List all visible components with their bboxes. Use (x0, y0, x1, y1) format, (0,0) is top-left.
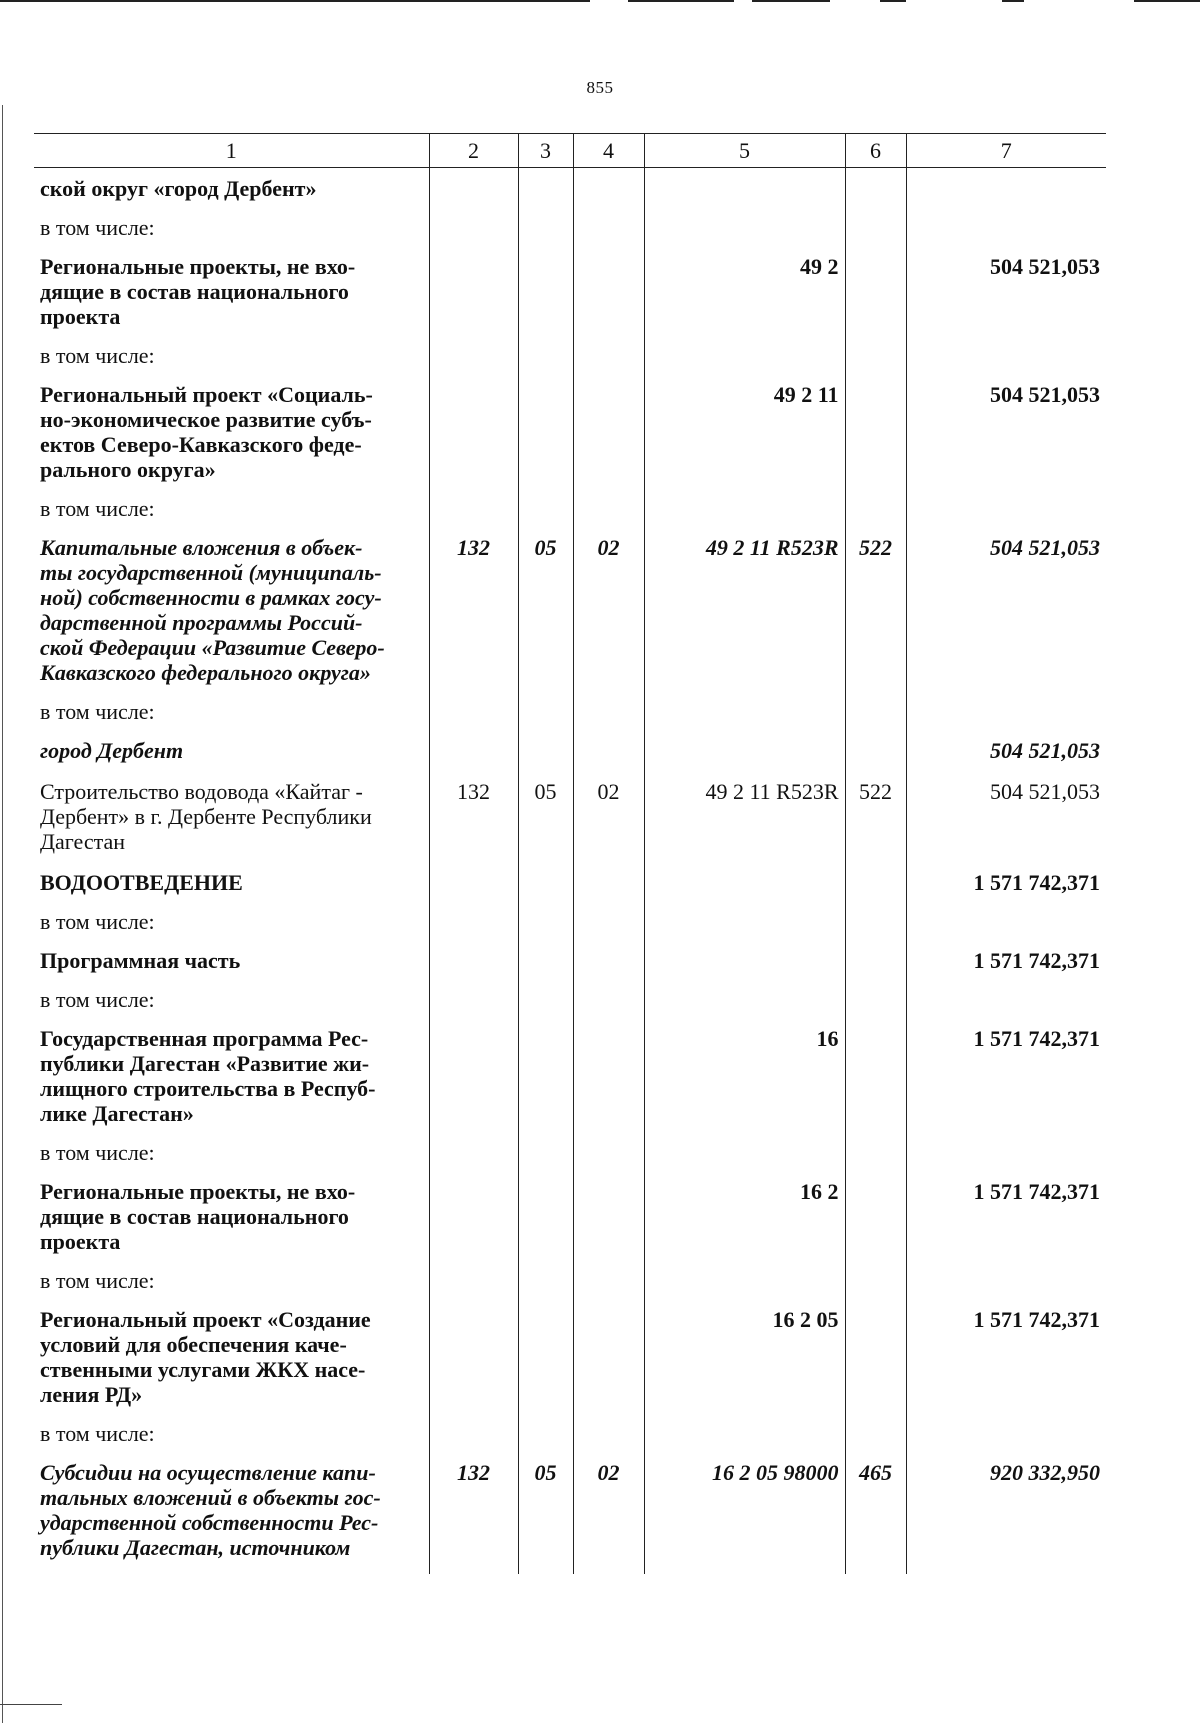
cell-col7: 504 521,053 (906, 527, 1106, 693)
cell-col7: 1 571 742,371 (906, 940, 1106, 981)
row-label: в том числе: (40, 987, 155, 1012)
cell-col3 (518, 246, 573, 337)
cell-col2 (429, 1299, 518, 1415)
cell-col7 (906, 1262, 1106, 1299)
row-label: Региональные проекты, не вхо- дящие в состав национального проекта (40, 1179, 356, 1254)
cell-col5: 16 2 05 98000 (644, 1452, 845, 1574)
cell-col3 (518, 862, 573, 903)
cell-col4 (573, 337, 644, 374)
column-header: 2 (429, 134, 518, 168)
table-body (34, 168, 1106, 1575)
cell-col7 (906, 1134, 1106, 1171)
cell-col5 (644, 168, 845, 210)
cell-col5: 16 2 05 (644, 1299, 845, 1415)
cell-col6: 522 (845, 771, 906, 862)
table-row (34, 246, 1106, 337)
cell-col7 (906, 209, 1106, 246)
cell-col6 (845, 246, 906, 337)
cell-col6 (845, 168, 906, 210)
cell-col4 (573, 903, 644, 940)
cell-col2 (429, 981, 518, 1018)
row-label: в том числе: (40, 1421, 155, 1446)
cell-col5: 49 2 11 (644, 374, 845, 490)
cell-col3 (518, 903, 573, 940)
column-header: 5 (644, 134, 845, 168)
cell-col3: 05 (518, 1452, 573, 1574)
cell-col5 (644, 1134, 845, 1171)
table-header (34, 134, 1106, 168)
row-label: ВОДООТВЕДЕНИЕ (40, 870, 243, 895)
cell-col2 (429, 1171, 518, 1262)
cell-col3 (518, 490, 573, 527)
row-label: Региональный проект «Создание условий для обеспечения каче- ственными услугами ЖКХ насе- ления РД» (40, 1307, 371, 1407)
cell-col5 (644, 337, 845, 374)
cell-col4: 02 (573, 527, 644, 693)
table-row (34, 771, 1106, 862)
cell-col6 (845, 1299, 906, 1415)
table-row (34, 1415, 1106, 1452)
table-row (34, 1299, 1106, 1415)
cell-col7: 504 521,053 (906, 246, 1106, 337)
cell-col4 (573, 862, 644, 903)
cell-col4 (573, 246, 644, 337)
cell-col3 (518, 337, 573, 374)
cell-col3: 05 (518, 527, 573, 693)
cell-col2 (429, 693, 518, 730)
cell-col4 (573, 1018, 644, 1134)
table-row (34, 209, 1106, 246)
table-row (34, 1134, 1106, 1171)
table-row (34, 730, 1106, 771)
cell-col5: 49 2 11 R523R (644, 527, 845, 693)
row-label: Программная часть (40, 948, 241, 973)
cell-col2 (429, 374, 518, 490)
top-border-line (0, 0, 1200, 3)
cell-col2: 132 (429, 527, 518, 693)
cell-col4 (573, 1134, 644, 1171)
cell-col2 (429, 168, 518, 210)
row-label: Строительство водовода «Кайтаг - Дербент» в г. Дербенте Республики Дагестан (40, 779, 372, 854)
cell-col6 (845, 730, 906, 771)
cell-col3 (518, 693, 573, 730)
row-label: в том числе: (40, 1268, 155, 1293)
cell-col2 (429, 246, 518, 337)
cell-col6 (845, 1018, 906, 1134)
cell-col2 (429, 1018, 518, 1134)
cell-col2 (429, 1262, 518, 1299)
cell-col7: 504 521,053 (906, 374, 1106, 490)
cell-col4: 02 (573, 1452, 644, 1574)
cell-col6: 465 (845, 1452, 906, 1574)
table-row (34, 527, 1106, 693)
row-label: в том числе: (40, 699, 155, 724)
cell-col2 (429, 209, 518, 246)
table-row (34, 1452, 1106, 1574)
cell-col6 (845, 1134, 906, 1171)
budget-table-container (34, 133, 1106, 1574)
row-label: в том числе: (40, 1140, 155, 1165)
cell-col7 (906, 490, 1106, 527)
row-label: Субсидии на осуществление капи- тальных вложений в объекты гос- ударственной собственности Рес- публики Дагестан, источником (40, 1460, 381, 1560)
cell-col3 (518, 1415, 573, 1452)
table-row (34, 374, 1106, 490)
header-row (34, 134, 1106, 168)
table-row (34, 1018, 1106, 1134)
cell-col5: 16 2 (644, 1171, 845, 1262)
cell-col2 (429, 490, 518, 527)
cell-col7: 920 332,950 (906, 1452, 1106, 1574)
cell-col4 (573, 693, 644, 730)
cell-col6 (845, 1262, 906, 1299)
cell-col5 (644, 903, 845, 940)
row-label: в том числе: (40, 909, 155, 934)
table-row (34, 1262, 1106, 1299)
cell-col3 (518, 374, 573, 490)
left-margin-line (2, 105, 3, 1723)
cell-col6 (845, 862, 906, 903)
cell-col6 (845, 490, 906, 527)
cell-col2 (429, 1134, 518, 1171)
cell-col6 (845, 337, 906, 374)
row-label: в том числе: (40, 496, 155, 521)
column-header: 1 (34, 134, 429, 168)
cell-col2 (429, 730, 518, 771)
cell-col7 (906, 337, 1106, 374)
cell-col7 (906, 693, 1106, 730)
row-label: Капитальные вложения в объек- ты государственной (муниципаль- ной) собственности в рамках госу- дарственной программы Россий- ской Федерации «Развитие Северо- Кавказского федерального округа» (40, 535, 385, 685)
cell-col3 (518, 730, 573, 771)
cell-col3 (518, 1171, 573, 1262)
cell-col2 (429, 903, 518, 940)
cell-col5 (644, 981, 845, 1018)
cell-col5 (644, 490, 845, 527)
cell-col7: 504 521,053 (906, 771, 1106, 862)
cell-col7: 1 571 742,371 (906, 1171, 1106, 1262)
cell-col4: 02 (573, 771, 644, 862)
cell-col7: 1 571 742,371 (906, 1018, 1106, 1134)
column-header: 4 (573, 134, 644, 168)
row-label: ской округ «город Дербент» (40, 176, 317, 201)
column-header: 3 (518, 134, 573, 168)
table-row (34, 862, 1106, 903)
cell-col3 (518, 981, 573, 1018)
cell-col2: 132 (429, 771, 518, 862)
bottom-margin-line (0, 1704, 62, 1705)
cell-col4 (573, 490, 644, 527)
cell-col4 (573, 168, 644, 210)
cell-col2 (429, 940, 518, 981)
cell-col4 (573, 374, 644, 490)
cell-col6 (845, 981, 906, 1018)
budget-table (34, 133, 1106, 1574)
cell-col5: 16 (644, 1018, 845, 1134)
cell-col7: 1 571 742,371 (906, 1299, 1106, 1415)
cell-col3 (518, 1262, 573, 1299)
cell-col3 (518, 1134, 573, 1171)
cell-col2 (429, 1415, 518, 1452)
cell-col5 (644, 1262, 845, 1299)
cell-col5 (644, 693, 845, 730)
column-header: 6 (845, 134, 906, 168)
cell-col4 (573, 209, 644, 246)
cell-col2 (429, 337, 518, 374)
cell-col6 (845, 1415, 906, 1452)
table-row (34, 940, 1106, 981)
cell-col5 (644, 730, 845, 771)
cell-col5: 49 2 (644, 246, 845, 337)
cell-col4 (573, 1415, 644, 1452)
table-row (34, 337, 1106, 374)
table-row (34, 1171, 1106, 1262)
cell-col4 (573, 981, 644, 1018)
cell-col6 (845, 903, 906, 940)
cell-col4 (573, 1299, 644, 1415)
cell-col6 (845, 940, 906, 981)
cell-col4 (573, 940, 644, 981)
cell-col3 (518, 209, 573, 246)
row-label: в том числе: (40, 215, 155, 240)
cell-col5: 49 2 11 R523R (644, 771, 845, 862)
cell-col4 (573, 1171, 644, 1262)
cell-col5 (644, 1415, 845, 1452)
cell-col7: 1 571 742,371 (906, 862, 1106, 903)
cell-col7 (906, 981, 1106, 1018)
cell-col7 (906, 1415, 1106, 1452)
column-header: 7 (906, 134, 1106, 168)
table-row (34, 981, 1106, 1018)
cell-col5 (644, 862, 845, 903)
cell-col2 (429, 862, 518, 903)
cell-col7 (906, 168, 1106, 210)
cell-col6 (845, 693, 906, 730)
row-label: город Дербент (40, 738, 184, 763)
cell-col7: 504 521,053 (906, 730, 1106, 771)
cell-col4 (573, 1262, 644, 1299)
cell-col6 (845, 209, 906, 246)
cell-col5 (644, 209, 845, 246)
cell-col2: 132 (429, 1452, 518, 1574)
row-label: Государственная программа Рес- публики Дагестан «Развитие жи- лищного строительства в Респуб- лике Дагестан» (40, 1026, 376, 1126)
cell-col4 (573, 730, 644, 771)
cell-col6 (845, 374, 906, 490)
cell-col3 (518, 168, 573, 210)
table-row (34, 693, 1106, 730)
row-label: в том числе: (40, 343, 155, 368)
cell-col3 (518, 1018, 573, 1134)
cell-col3: 05 (518, 771, 573, 862)
row-label: Региональный проект «Социаль- но-экономическое развитие субъ- ектов Северо-Кавказского феде- рального округа» (40, 382, 373, 482)
cell-col7 (906, 903, 1106, 940)
table-row (34, 490, 1106, 527)
page-number: 855 (586, 78, 614, 97)
row-label: Региональные проекты, не вхо- дящие в состав национального проекта (40, 254, 356, 329)
table-row (34, 903, 1106, 940)
cell-col3 (518, 1299, 573, 1415)
cell-col3 (518, 940, 573, 981)
cell-col6: 522 (845, 527, 906, 693)
table-row (34, 168, 1106, 210)
cell-col5 (644, 940, 845, 981)
cell-col6 (845, 1171, 906, 1262)
